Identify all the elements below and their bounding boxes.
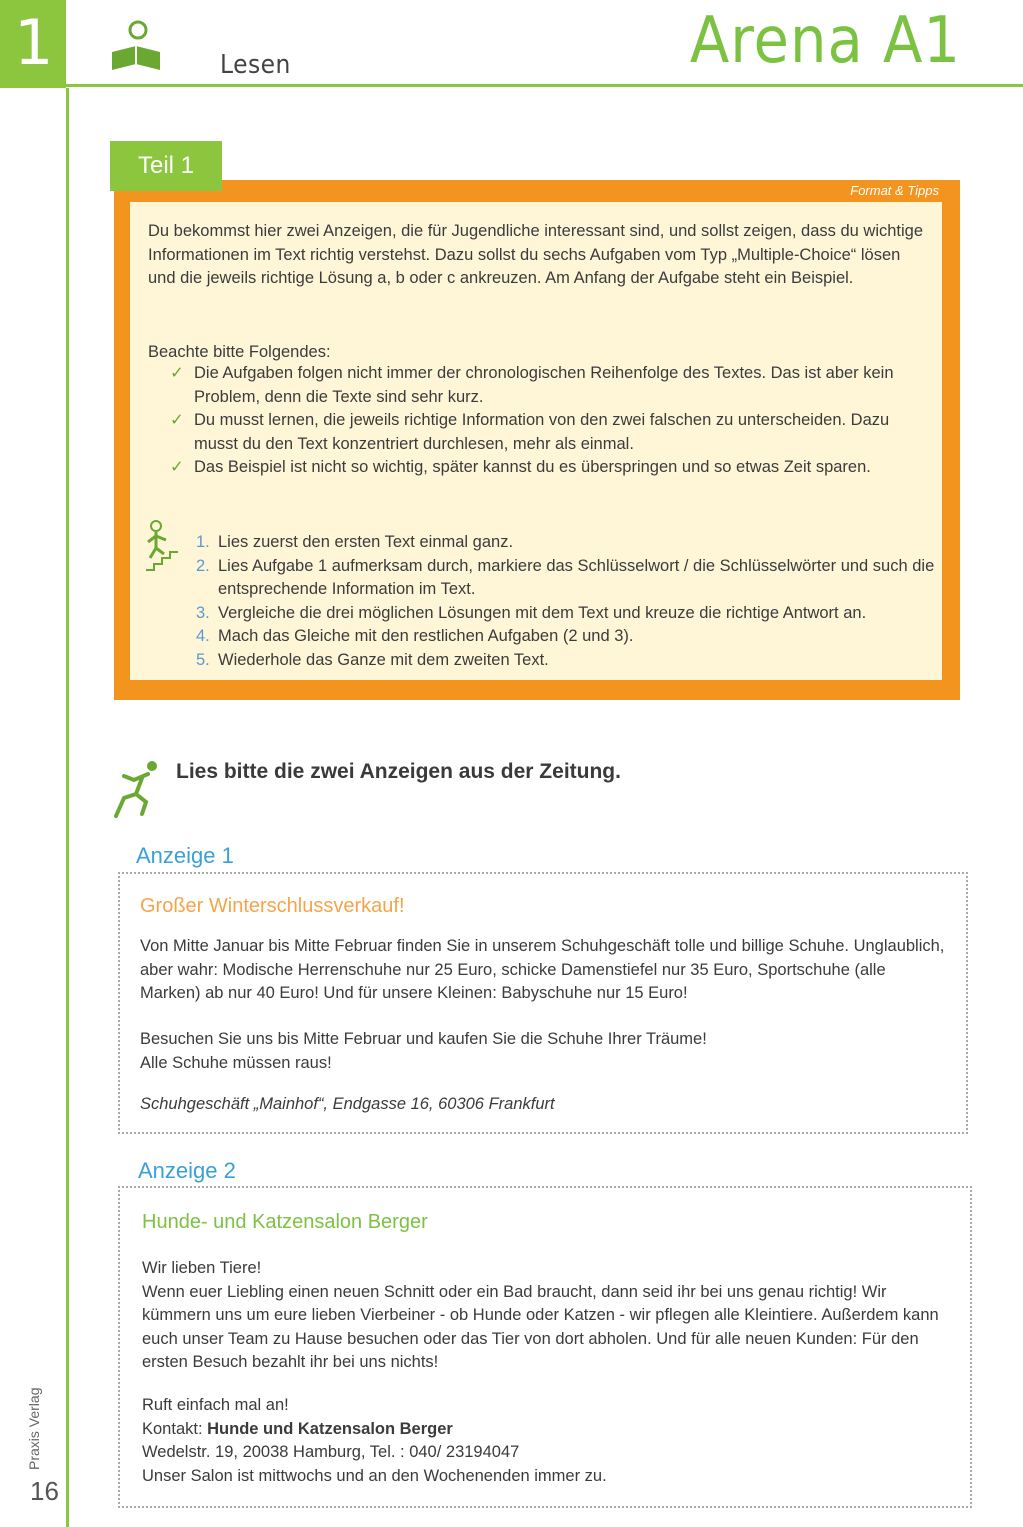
publisher-label: Praxis Verlag xyxy=(26,1387,42,1470)
ad1-paragraph-2: Besuchen Sie uns bis Mitte Februar und kaufen Sie die Schuhe Ihrer Träume! Alle Schuhe müssen raus! xyxy=(140,1030,707,1072)
step-item: 3. Vergleiche die drei möglichen Lösungen mit dem Text und kreuze die richtige Antwort an. xyxy=(196,603,867,622)
checklist-item: ✓ Du musst lernen, die jeweils richtige Information von den zwei falschen zu unterscheiden. Dazu musst du den Text konzentriert durchlesen, mehr als einmal. xyxy=(170,411,890,453)
stairs-person-icon xyxy=(144,520,180,572)
checklist xyxy=(170,362,930,480)
salon-name: Hunde und Katzensalon Berger xyxy=(207,1419,453,1438)
step-item: 2. Lies Aufgabe 1 aufmerksam durch, markiere das Schlüsselwort / die Schlüsselwörter und such die entsprechende Information im Text. xyxy=(196,556,935,598)
note-heading: Beachte bitte Folgendes: xyxy=(148,343,331,361)
ad1-address: Schuhgeschäft „Mainhof“, Endgasse 16, 60306 Frankfurt xyxy=(140,1095,555,1113)
ad2-heading: Hunde- und Katzensalon Berger xyxy=(142,1211,428,1233)
checklist-item: ✓ Die Aufgaben folgen nicht immer der chronologischen Reihenfolge des Textes. Das ist aber kein Problem, denn die Texte sind sehr kurz. xyxy=(170,364,894,406)
format-tips-label: Format & Tipps xyxy=(850,183,939,198)
ad2-paragraph: Wir lieben Tiere! Wenn euer Liebling einen neuen Schnitt oder ein Bad braucht, dann seid ihr bei uns genau richtig! Wir kümmern uns um eure lieben Vierbeiner - ob Hunde oder Katzen - wir pflegen alle Kleintiere. Außerdem kann euch unser Team zu Hause besuchen oder das Tier von dort abholen. Und für alle neuen Kunden: Für den ersten Besuch bezahlt ihr bei uns nichts! xyxy=(142,1259,939,1371)
instruction-heading: Lies bitte die zwei Anzeigen aus der Zeitung. xyxy=(176,760,621,783)
ad1-paragraph: Von Mitte Januar bis Mitte Februar finden Sie in unserem Schuhgeschäft tolle und billige Schuhe. Unglaublich, aber wahr: Modische Herrenschuhe nur 25 Euro, schicke Damenstiefel nur 35 Euro, Sportschuhe (alle Marken) ab nur 40 Euro! Und für unsere Kleinen: Babyschuhe nur 15 Euro! xyxy=(140,937,945,1002)
intro-text: Du bekommst hier zwei Anzeigen, die für Jugendliche interessant sind, und sollst zeigen, dass du wichtige Informationen im Text richtig verstehst. Dazu sollst du sechs Aufgaben vom Typ „Multiple-Choice“ lösen und die jeweils richtige Lösung a, b oder c ankreuzen. Am Anfang der Aufgabe steht ein Beispiel. xyxy=(148,222,924,287)
check-icon: ✓ xyxy=(170,458,184,476)
header-divider xyxy=(66,84,1023,87)
step-item: 4. Mach das Gleiche mit den restlichen Aufgaben (2 und 3). xyxy=(196,627,634,645)
chapter-number: 1 xyxy=(14,6,54,79)
step-item: 1. Lies zuerst den ersten Text einmal ganz. xyxy=(196,533,514,551)
page-number: 16 xyxy=(30,1476,59,1506)
side-divider xyxy=(66,88,69,1527)
check-icon: ✓ xyxy=(170,411,184,429)
ad2-contact: Ruft einfach mal an! Kontakt: Hunde und Katzensalon Berger Wedelstr. 19, 20038 Hamburg, Tel. : 040/ 23194047 Unser Salon ist mittwochs und an den Wochenenden immer zu. xyxy=(142,1396,607,1485)
reading-book-icon xyxy=(108,18,164,74)
runner-icon xyxy=(112,758,162,822)
checklist-item: ✓ Das Beispiel ist nicht so wichtig, später kannst du es überspringen und so etwas Zeit sparen. xyxy=(170,456,930,480)
step-list xyxy=(196,531,936,672)
section-title: Lesen xyxy=(220,50,291,80)
ad1-title: Anzeige 1 xyxy=(136,843,234,868)
part-tab: Teil 1 xyxy=(110,141,222,191)
ad2-title: Anzeige 2 xyxy=(138,1158,236,1183)
brand-logo: Arena A1 xyxy=(689,4,961,78)
check-icon: ✓ xyxy=(170,364,184,382)
ad1-heading: Großer Winterschlussverkauf! xyxy=(140,895,405,917)
step-item: 5. Wiederhole das Ganze mit dem zweiten Text. xyxy=(196,650,549,669)
